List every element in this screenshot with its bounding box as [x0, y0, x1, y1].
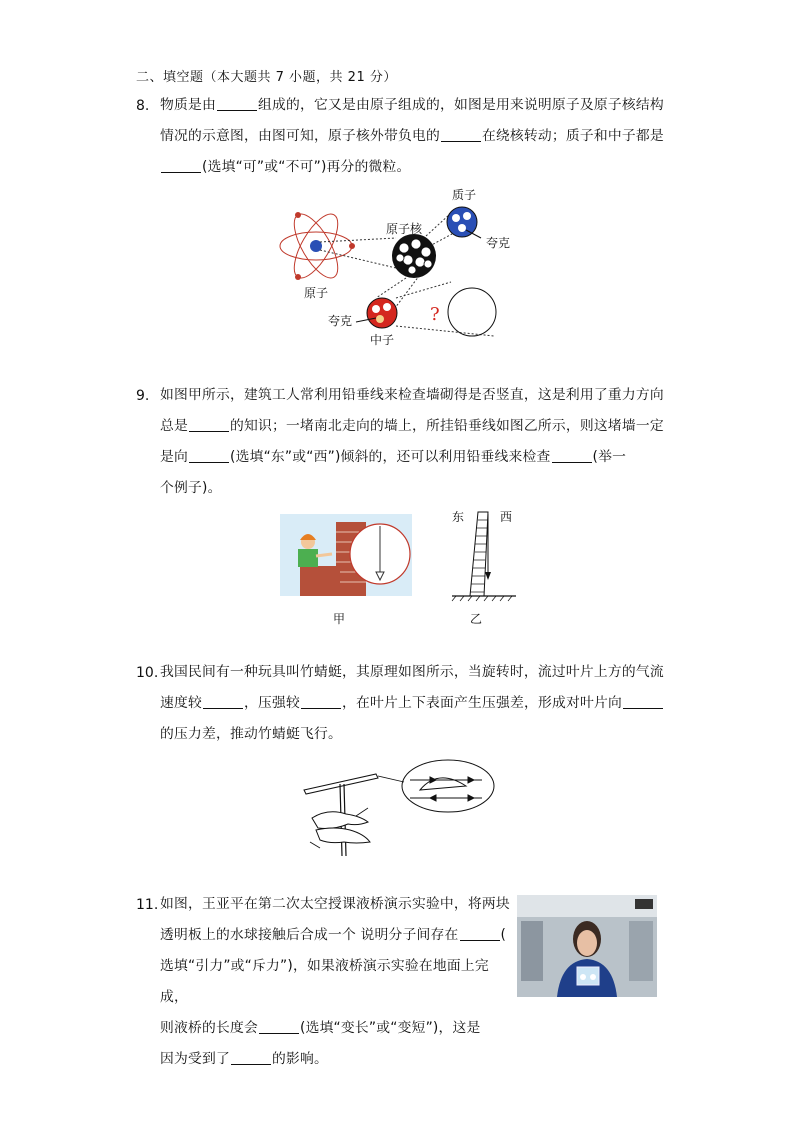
question-line — [160, 920, 516, 951]
question-line — [160, 90, 668, 121]
bamboo-dragonfly-figure — [298, 756, 498, 860]
label-west: 西 — [500, 510, 513, 524]
answer-blank[interactable] — [259, 1018, 299, 1034]
label-atom: 原子 — [304, 286, 329, 300]
answer-blank[interactable] — [189, 447, 229, 463]
question-number: 10. — [136, 665, 159, 681]
question-text-segment: 速度较 — [160, 695, 202, 711]
label-proton: 质子 — [452, 188, 477, 202]
question-text-segment: 的知识；一堵南北走向的墙上，所挂铅垂线如图乙所示，则这堵墙一定 — [230, 418, 664, 434]
space-lecture-photo — [517, 895, 657, 997]
question-line — [160, 688, 668, 719]
question-text-segment: 情况的示意图，由图可知，原子核外带负电的 — [160, 128, 440, 144]
question-text-segment: ( — [500, 927, 507, 943]
question-text-segment: (选填“变长”或“变短”)，这是 — [299, 1020, 481, 1036]
label-nucleus: 原子核 — [386, 222, 423, 236]
question-line — [160, 889, 516, 920]
answer-blank[interactable] — [203, 693, 243, 709]
answer-blank[interactable] — [189, 416, 229, 432]
question-line — [160, 473, 668, 504]
question-text-segment: 如图甲所示，建筑工人常利用铅垂线来检查墙砌得是否竖直，这是利用了重力方向 — [160, 387, 664, 403]
question-text-segment: ，在叶片上下表面产生压强差，形成对叶片向 — [342, 695, 622, 711]
question-number: 9. — [136, 388, 150, 404]
question-line — [160, 152, 668, 183]
question-text-segment: 在绕核转动；质子和中子都是 — [481, 128, 664, 144]
question-text-segment: 组成的，它又是由原子组成的，如图是用来说明原子及原子核结构 — [258, 97, 664, 113]
section-title: 二、填空题（本大题共 7 小题，共 21 分） — [136, 70, 397, 85]
question-line — [160, 411, 668, 442]
answer-blank[interactable] — [441, 126, 481, 142]
atom-diagram — [276, 186, 506, 346]
question-text-segment: 的压力差，推动竹蜻蜓飞行。 — [160, 726, 342, 742]
question-line — [160, 657, 668, 688]
label-question-mark: ? — [430, 304, 440, 325]
plumb-line-worker-figure — [280, 514, 412, 596]
answer-blank[interactable] — [231, 1049, 271, 1065]
question-text — [160, 657, 668, 750]
question-text-segment: (选填“东”或“西”)倾斜的，还可以利用铅垂线来检查 — [230, 449, 551, 465]
answer-blank[interactable] — [623, 693, 663, 709]
answer-blank[interactable] — [301, 693, 341, 709]
question-text-segment: 则液桥的长度会 — [160, 1020, 258, 1036]
question-text-segment: 的影响。 — [271, 1051, 328, 1067]
question-line — [160, 1013, 516, 1044]
answer-blank[interactable] — [161, 157, 201, 173]
question-text — [160, 889, 516, 1075]
answer-blank[interactable] — [217, 95, 257, 111]
question-number: 11. — [136, 897, 159, 913]
label-yi: 乙 — [470, 612, 483, 626]
atom-structure-figure — [276, 186, 511, 347]
question-text-segment: 我国民间有一种玩具叫竹蜻蜓，其原理如图所示，当旋转时，流过叶片上方的气流 — [160, 664, 664, 680]
question-line — [160, 719, 668, 750]
label-quark-right: 夸克 — [486, 236, 511, 250]
question-line — [160, 380, 668, 411]
question-text-segment: ，压强较 — [244, 695, 300, 711]
question-line — [160, 951, 516, 1013]
answer-blank[interactable] — [460, 925, 500, 941]
question-number: 8. — [136, 98, 150, 114]
question-line — [160, 121, 668, 152]
question-text-segment: 物质是由 — [160, 97, 216, 113]
question-text-segment: (选填“可”或“不可”)再分的微粒。 — [202, 159, 411, 175]
question-text-segment: 因为受到了 — [160, 1051, 230, 1067]
question-text — [160, 380, 668, 504]
answer-blank[interactable] — [552, 447, 592, 463]
label-east: 东 — [452, 510, 465, 524]
question-text-segment: (举一 — [592, 449, 627, 465]
question-text-segment: 选填“引力”或“斥力”)，如果液桥演示实验在地面上完成， — [160, 958, 489, 1005]
question-text-segment: 透明板上的水球接触后合成一个 说明分子间存在 — [160, 927, 459, 943]
question-line — [160, 1044, 516, 1075]
question-line — [160, 442, 668, 473]
label-neutron: 中子 — [370, 333, 395, 347]
question-text-segment: 如图，王亚平在第二次太空授课液桥演示实验中，将两块 — [160, 896, 510, 912]
question-text-segment: 是向 — [160, 449, 188, 465]
label-jia: 甲 — [333, 612, 346, 626]
question-text — [160, 90, 668, 183]
label-quark-left: 夸克 — [328, 314, 353, 328]
question-text-segment: 个例子)。 — [160, 480, 222, 496]
question-text-segment: 总是 — [160, 418, 188, 434]
